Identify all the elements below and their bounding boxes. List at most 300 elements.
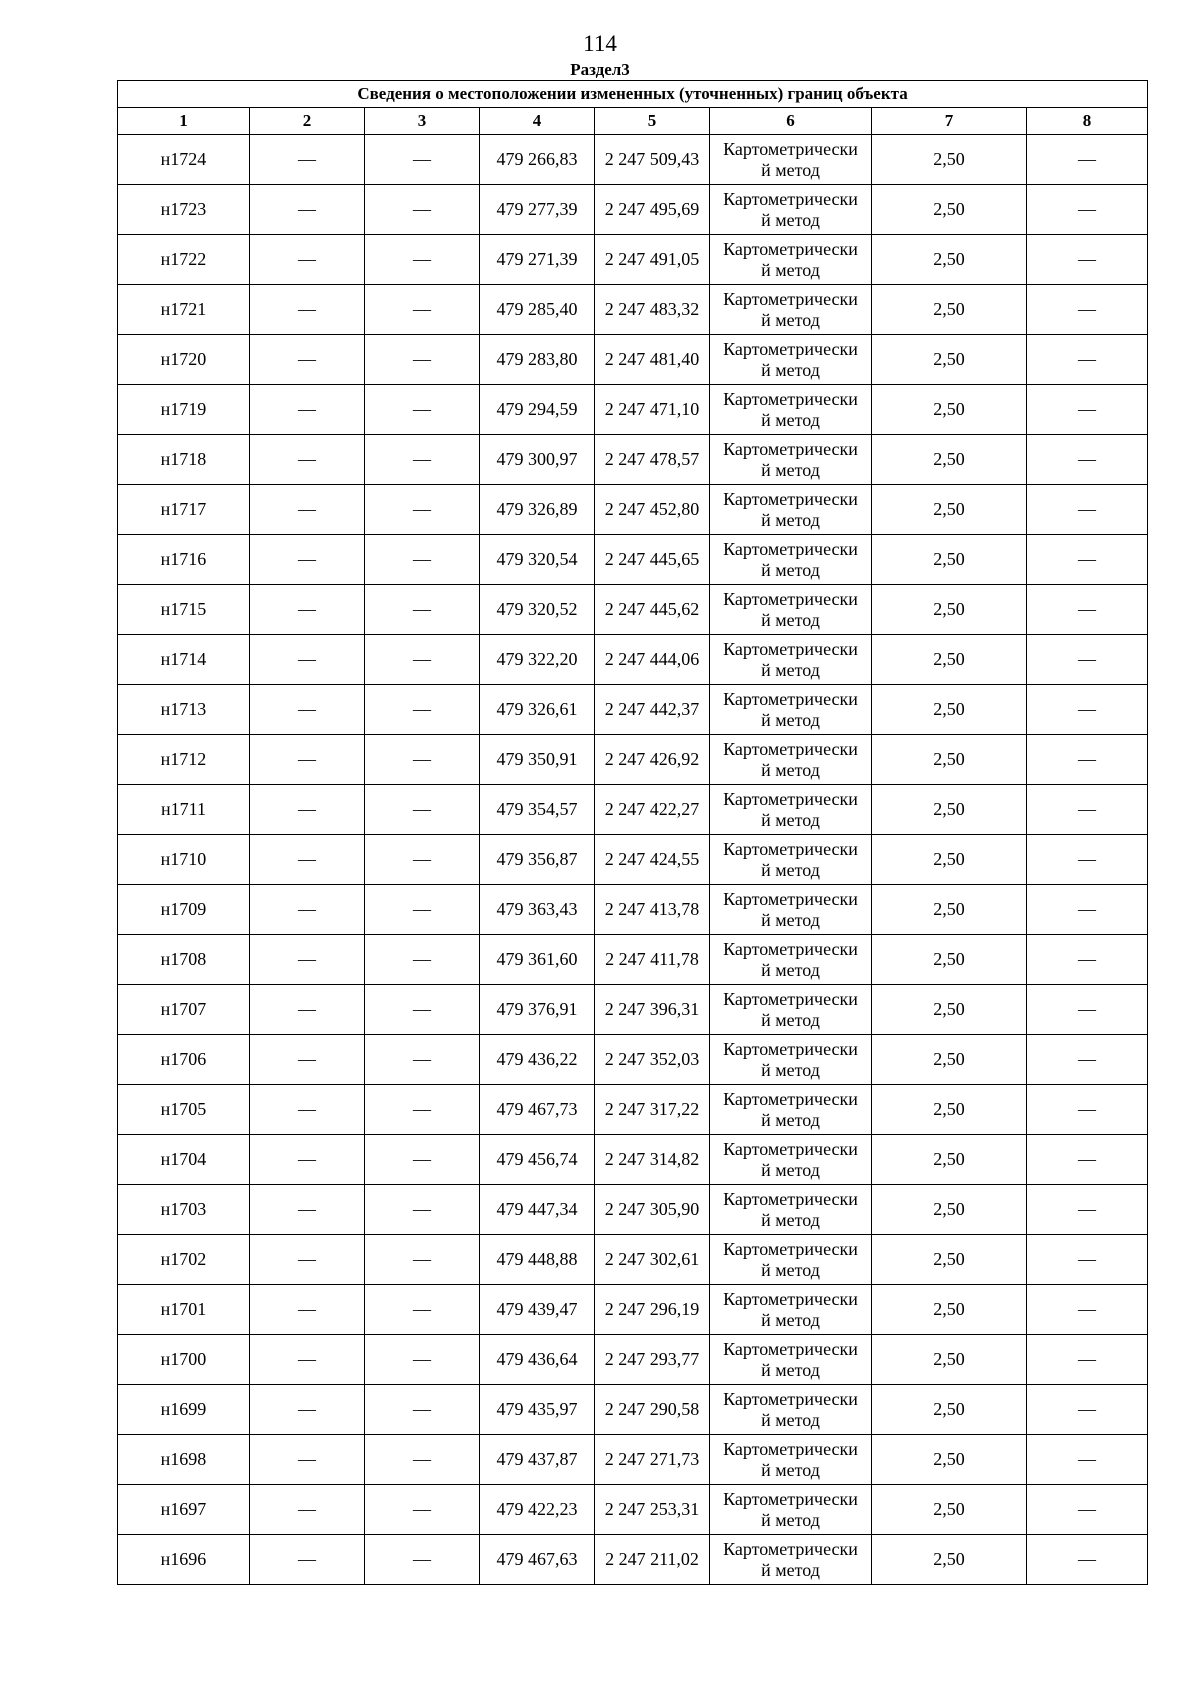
column-3-cell: — (365, 635, 480, 685)
method-line-1: Картометрически (723, 488, 858, 509)
y-coordinate-cell: 2 247 352,03 (595, 1035, 710, 1085)
column-3-cell: — (365, 835, 480, 885)
table-row (118, 1035, 1148, 1085)
column-2-cell: — (250, 1085, 365, 1135)
point-id-cell: н1701 (118, 1285, 250, 1335)
column-2-cell: — (250, 235, 365, 285)
column-8-cell: — (1027, 485, 1148, 535)
column-8-cell: — (1027, 135, 1148, 185)
column-2-cell: — (250, 185, 365, 235)
precision-cell: 2,50 (872, 985, 1027, 1035)
point-id-cell: н1719 (118, 385, 250, 435)
method-line-1: Картометрически (723, 1238, 858, 1259)
method-line-1: Картометрически (723, 1338, 858, 1359)
column-8-cell: — (1027, 535, 1148, 585)
method-line-1: Картометрически (723, 1138, 858, 1159)
section-title: Раздел3 (570, 60, 630, 79)
method-line-2: й метод (761, 1159, 820, 1180)
x-coordinate-cell: 479 300,97 (480, 435, 595, 485)
column-2-cell: — (250, 685, 365, 735)
table-row (118, 635, 1148, 685)
method-line-2: й метод (761, 1459, 820, 1480)
table-body (118, 135, 1148, 1585)
column-3-cell: — (365, 1385, 480, 1435)
column-3-cell: — (365, 1435, 480, 1485)
table-row (118, 935, 1148, 985)
method-line-1: Картометрически (723, 838, 858, 859)
method-cell (710, 1235, 872, 1285)
precision-cell: 2,50 (872, 1435, 1027, 1485)
precision-cell: 2,50 (872, 535, 1027, 585)
table-row (118, 335, 1148, 385)
method-line-1: Картометрически (723, 238, 858, 259)
method-cell (710, 985, 872, 1035)
precision-cell: 2,50 (872, 435, 1027, 485)
column-2-cell: — (250, 1185, 365, 1235)
column-8-cell: — (1027, 935, 1148, 985)
method-line-2: й метод (761, 259, 820, 280)
coordinates-table (117, 80, 1148, 1585)
method-line-2: й метод (761, 409, 820, 430)
table-row (118, 485, 1148, 535)
x-coordinate-cell: 479 439,47 (480, 1285, 595, 1335)
method-line-1: Картометрически (723, 988, 858, 1009)
column-2-cell: — (250, 335, 365, 385)
method-line-1: Картометрически (723, 1438, 858, 1459)
x-coordinate-cell: 479 448,88 (480, 1235, 595, 1285)
y-coordinate-cell: 2 247 452,80 (595, 485, 710, 535)
table-row (118, 135, 1148, 185)
column-8-cell: — (1027, 285, 1148, 335)
point-id-cell: н1708 (118, 935, 250, 985)
column-3-cell: — (365, 685, 480, 735)
method-line-2: й метод (761, 559, 820, 580)
point-id-cell: н1711 (118, 785, 250, 835)
method-line-1: Картометрически (723, 738, 858, 759)
method-line-2: й метод (761, 1359, 820, 1380)
table-row (118, 885, 1148, 935)
column-8-cell: — (1027, 1285, 1148, 1335)
column-3-cell: — (365, 435, 480, 485)
column-3-cell: — (365, 985, 480, 1035)
method-cell (710, 585, 872, 635)
column-3-cell: — (365, 285, 480, 335)
column-number-1: 1 (118, 108, 250, 135)
precision-cell: 2,50 (872, 735, 1027, 785)
precision-cell: 2,50 (872, 1285, 1027, 1335)
precision-cell: 2,50 (872, 1385, 1027, 1435)
x-coordinate-cell: 479 326,61 (480, 685, 595, 735)
column-3-cell: — (365, 485, 480, 535)
column-8-cell: — (1027, 735, 1148, 785)
column-2-cell: — (250, 1385, 365, 1435)
x-coordinate-cell: 479 436,22 (480, 1035, 595, 1085)
point-id-cell: н1715 (118, 585, 250, 635)
method-line-1: Картометрически (723, 288, 858, 309)
precision-cell: 2,50 (872, 135, 1027, 185)
y-coordinate-cell: 2 247 478,57 (595, 435, 710, 485)
column-2-cell: — (250, 1285, 365, 1335)
x-coordinate-cell: 479 356,87 (480, 835, 595, 885)
y-coordinate-cell: 2 247 471,10 (595, 385, 710, 435)
column-2-cell: — (250, 635, 365, 685)
method-cell (710, 1385, 872, 1435)
x-coordinate-cell: 479 376,91 (480, 985, 595, 1035)
x-coordinate-cell: 479 422,23 (480, 1485, 595, 1535)
x-coordinate-cell: 479 363,43 (480, 885, 595, 935)
point-id-cell: н1721 (118, 285, 250, 335)
method-line-2: й метод (761, 509, 820, 530)
table-row (118, 1435, 1148, 1485)
method-line-2: й метод (761, 1009, 820, 1030)
y-coordinate-cell: 2 247 317,22 (595, 1085, 710, 1135)
y-coordinate-cell: 2 247 290,58 (595, 1385, 710, 1435)
precision-cell: 2,50 (872, 635, 1027, 685)
point-id-cell: н1707 (118, 985, 250, 1035)
y-coordinate-cell: 2 247 495,69 (595, 185, 710, 235)
y-coordinate-cell: 2 247 424,55 (595, 835, 710, 885)
column-2-cell: — (250, 385, 365, 435)
precision-cell: 2,50 (872, 585, 1027, 635)
method-cell (710, 735, 872, 785)
column-3-cell: — (365, 935, 480, 985)
method-line-2: й метод (761, 1559, 820, 1580)
y-coordinate-cell: 2 247 413,78 (595, 885, 710, 935)
precision-cell: 2,50 (872, 335, 1027, 385)
column-8-cell: — (1027, 1535, 1148, 1585)
method-cell (710, 1185, 872, 1235)
precision-cell: 2,50 (872, 1235, 1027, 1285)
method-line-2: й метод (761, 359, 820, 380)
method-cell (710, 1035, 872, 1085)
precision-cell: 2,50 (872, 235, 1027, 285)
x-coordinate-cell: 479 266,83 (480, 135, 595, 185)
x-coordinate-cell: 479 320,54 (480, 535, 595, 585)
method-line-1: Картометрически (723, 338, 858, 359)
method-cell (710, 1085, 872, 1135)
column-3-cell: — (365, 1185, 480, 1235)
table-row (118, 1535, 1148, 1585)
y-coordinate-cell: 2 247 296,19 (595, 1285, 710, 1335)
method-line-2: й метод (761, 209, 820, 230)
method-line-2: й метод (761, 909, 820, 930)
column-3-cell: — (365, 385, 480, 435)
method-cell (710, 285, 872, 335)
y-coordinate-cell: 2 247 411,78 (595, 935, 710, 985)
precision-cell: 2,50 (872, 1135, 1027, 1185)
column-3-cell: — (365, 535, 480, 585)
method-line-1: Картометрически (723, 1188, 858, 1209)
precision-cell: 2,50 (872, 1485, 1027, 1535)
point-id-cell: н1706 (118, 1035, 250, 1085)
method-cell (710, 635, 872, 685)
point-id-cell: н1714 (118, 635, 250, 685)
method-line-1: Картометрически (723, 638, 858, 659)
point-id-cell: н1723 (118, 185, 250, 235)
point-id-cell: н1716 (118, 535, 250, 585)
y-coordinate-cell: 2 247 253,31 (595, 1485, 710, 1535)
method-line-2: й метод (761, 959, 820, 980)
y-coordinate-cell: 2 247 445,62 (595, 585, 710, 635)
column-8-cell: — (1027, 1335, 1148, 1385)
x-coordinate-cell: 479 467,63 (480, 1535, 595, 1585)
column-number-3: 3 (365, 108, 480, 135)
point-id-cell: н1703 (118, 1185, 250, 1235)
precision-cell: 2,50 (872, 185, 1027, 235)
table-row (118, 985, 1148, 1035)
y-coordinate-cell: 2 247 211,02 (595, 1535, 710, 1585)
column-3-cell: — (365, 335, 480, 385)
method-line-1: Картометрически (723, 538, 858, 559)
table-caption: Сведения о местоположении измененных (уточненных) границ объекта (118, 81, 1148, 108)
method-line-1: Картометрически (723, 888, 858, 909)
precision-cell: 2,50 (872, 835, 1027, 885)
table-row (118, 285, 1148, 335)
method-line-1: Картометрически (723, 1088, 858, 1109)
method-cell (710, 1535, 872, 1585)
column-number-2: 2 (250, 108, 365, 135)
method-line-1: Картометрически (723, 1538, 858, 1559)
column-2-cell: — (250, 585, 365, 635)
method-line-2: й метод (761, 459, 820, 480)
column-2-cell: — (250, 1335, 365, 1385)
y-coordinate-cell: 2 247 509,43 (595, 135, 710, 185)
method-line-1: Картометрически (723, 788, 858, 809)
point-id-cell: н1702 (118, 1235, 250, 1285)
column-2-cell: — (250, 135, 365, 185)
method-line-2: й метод (761, 709, 820, 730)
column-2-cell: — (250, 935, 365, 985)
y-coordinate-cell: 2 247 271,73 (595, 1435, 710, 1485)
method-line-2: й метод (761, 1059, 820, 1080)
precision-cell: 2,50 (872, 1085, 1027, 1135)
x-coordinate-cell: 479 285,40 (480, 285, 595, 335)
column-number-row (118, 108, 1148, 135)
point-id-cell: н1720 (118, 335, 250, 385)
method-line-1: Картометрически (723, 1488, 858, 1509)
y-coordinate-cell: 2 247 305,90 (595, 1185, 710, 1235)
column-3-cell: — (365, 1035, 480, 1085)
column-3-cell: — (365, 885, 480, 935)
table-row (118, 835, 1148, 885)
method-cell (710, 935, 872, 985)
y-coordinate-cell: 2 247 314,82 (595, 1135, 710, 1185)
y-coordinate-cell: 2 247 481,40 (595, 335, 710, 385)
column-3-cell: — (365, 1535, 480, 1585)
method-line-1: Картометрически (723, 688, 858, 709)
precision-cell: 2,50 (872, 785, 1027, 835)
column-3-cell: — (365, 585, 480, 635)
method-line-2: й метод (761, 759, 820, 780)
precision-cell: 2,50 (872, 1035, 1027, 1085)
point-id-cell: н1700 (118, 1335, 250, 1385)
column-number-8: 8 (1027, 108, 1148, 135)
page-number: 114 (583, 31, 617, 56)
table-row (118, 435, 1148, 485)
y-coordinate-cell: 2 247 491,05 (595, 235, 710, 285)
point-id-cell: н1713 (118, 685, 250, 735)
column-3-cell: — (365, 235, 480, 285)
column-3-cell: — (365, 735, 480, 785)
x-coordinate-cell: 479 294,59 (480, 385, 595, 435)
table-row (118, 785, 1148, 835)
column-2-cell: — (250, 1235, 365, 1285)
method-cell (710, 885, 872, 935)
column-8-cell: — (1027, 1485, 1148, 1535)
y-coordinate-cell: 2 247 422,27 (595, 785, 710, 835)
method-cell (710, 1335, 872, 1385)
x-coordinate-cell: 479 437,87 (480, 1435, 595, 1485)
method-cell (710, 835, 872, 885)
y-coordinate-cell: 2 247 483,32 (595, 285, 710, 335)
x-coordinate-cell: 479 436,64 (480, 1335, 595, 1385)
column-2-cell: — (250, 1135, 365, 1185)
column-2-cell: — (250, 785, 365, 835)
method-line-1: Картометрически (723, 388, 858, 409)
x-coordinate-cell: 479 467,73 (480, 1085, 595, 1135)
column-8-cell: — (1027, 435, 1148, 485)
method-line-1: Картометрически (723, 1038, 858, 1059)
table-row (118, 1335, 1148, 1385)
x-coordinate-cell: 479 354,57 (480, 785, 595, 835)
column-3-cell: — (365, 1485, 480, 1535)
method-cell (710, 1135, 872, 1185)
x-coordinate-cell: 479 361,60 (480, 935, 595, 985)
x-coordinate-cell: 479 350,91 (480, 735, 595, 785)
column-3-cell: — (365, 1085, 480, 1135)
table-row (118, 385, 1148, 435)
column-8-cell: — (1027, 585, 1148, 635)
table-row (118, 185, 1148, 235)
precision-cell: 2,50 (872, 935, 1027, 985)
method-line-2: й метод (761, 1409, 820, 1430)
method-line-1: Картометрически (723, 138, 858, 159)
column-8-cell: — (1027, 185, 1148, 235)
column-8-cell: — (1027, 1235, 1148, 1285)
method-line-2: й метод (761, 309, 820, 330)
point-id-cell: н1709 (118, 885, 250, 935)
column-number-7: 7 (872, 108, 1027, 135)
x-coordinate-cell: 479 277,39 (480, 185, 595, 235)
method-line-2: й метод (761, 1259, 820, 1280)
column-2-cell: — (250, 835, 365, 885)
column-8-cell: — (1027, 685, 1148, 735)
y-coordinate-cell: 2 247 445,65 (595, 535, 710, 585)
method-cell (710, 335, 872, 385)
method-cell (710, 1485, 872, 1535)
point-id-cell: н1696 (118, 1535, 250, 1585)
table-row (118, 535, 1148, 585)
column-8-cell: — (1027, 885, 1148, 935)
method-line-2: й метод (761, 659, 820, 680)
column-8-cell: — (1027, 1135, 1148, 1185)
y-coordinate-cell: 2 247 396,31 (595, 985, 710, 1035)
x-coordinate-cell: 479 456,74 (480, 1135, 595, 1185)
precision-cell: 2,50 (872, 485, 1027, 535)
method-cell (710, 785, 872, 835)
table-row (118, 1135, 1148, 1185)
column-2-cell: — (250, 735, 365, 785)
method-cell (710, 485, 872, 535)
table-row (118, 1085, 1148, 1135)
precision-cell: 2,50 (872, 385, 1027, 435)
table-row (118, 585, 1148, 635)
column-2-cell: — (250, 485, 365, 535)
table-row (118, 685, 1148, 735)
column-2-cell: — (250, 285, 365, 335)
column-3-cell: — (365, 1235, 480, 1285)
point-id-cell: н1724 (118, 135, 250, 185)
column-2-cell: — (250, 885, 365, 935)
y-coordinate-cell: 2 247 426,92 (595, 735, 710, 785)
y-coordinate-cell: 2 247 444,06 (595, 635, 710, 685)
column-8-cell: — (1027, 635, 1148, 685)
column-3-cell: — (365, 135, 480, 185)
method-cell (710, 385, 872, 435)
method-line-1: Картометрически (723, 1288, 858, 1309)
table-row (118, 1235, 1148, 1285)
column-8-cell: — (1027, 985, 1148, 1035)
column-8-cell: — (1027, 385, 1148, 435)
precision-cell: 2,50 (872, 685, 1027, 735)
y-coordinate-cell: 2 247 293,77 (595, 1335, 710, 1385)
method-line-2: й метод (761, 859, 820, 880)
column-3-cell: — (365, 785, 480, 835)
point-id-cell: н1718 (118, 435, 250, 485)
column-8-cell: — (1027, 1085, 1148, 1135)
column-number-6: 6 (710, 108, 872, 135)
column-2-cell: — (250, 985, 365, 1035)
method-line-1: Картометрически (723, 938, 858, 959)
table-row (118, 1285, 1148, 1335)
column-3-cell: — (365, 185, 480, 235)
point-id-cell: н1699 (118, 1385, 250, 1435)
point-id-cell: н1697 (118, 1485, 250, 1535)
method-cell (710, 685, 872, 735)
column-8-cell: — (1027, 335, 1148, 385)
column-number-5: 5 (595, 108, 710, 135)
column-8-cell: — (1027, 235, 1148, 285)
point-id-cell: н1717 (118, 485, 250, 535)
method-line-2: й метод (761, 159, 820, 180)
table-row (118, 235, 1148, 285)
column-2-cell: — (250, 535, 365, 585)
point-id-cell: н1705 (118, 1085, 250, 1135)
method-cell (710, 135, 872, 185)
method-cell (710, 535, 872, 585)
precision-cell: 2,50 (872, 885, 1027, 935)
x-coordinate-cell: 479 435,97 (480, 1385, 595, 1435)
table-row (118, 1385, 1148, 1435)
column-3-cell: — (365, 1285, 480, 1335)
method-line-2: й метод (761, 609, 820, 630)
x-coordinate-cell: 479 326,89 (480, 485, 595, 535)
column-number-4: 4 (480, 108, 595, 135)
column-8-cell: — (1027, 835, 1148, 885)
x-coordinate-cell: 479 283,80 (480, 335, 595, 385)
column-2-cell: — (250, 1435, 365, 1485)
method-line-2: й метод (761, 1309, 820, 1330)
method-cell (710, 185, 872, 235)
method-cell (710, 1285, 872, 1335)
method-line-1: Картометрически (723, 1388, 858, 1409)
y-coordinate-cell: 2 247 442,37 (595, 685, 710, 735)
method-cell (710, 435, 872, 485)
table-row (118, 735, 1148, 785)
precision-cell: 2,50 (872, 1185, 1027, 1235)
method-line-2: й метод (761, 1509, 820, 1530)
point-id-cell: н1712 (118, 735, 250, 785)
